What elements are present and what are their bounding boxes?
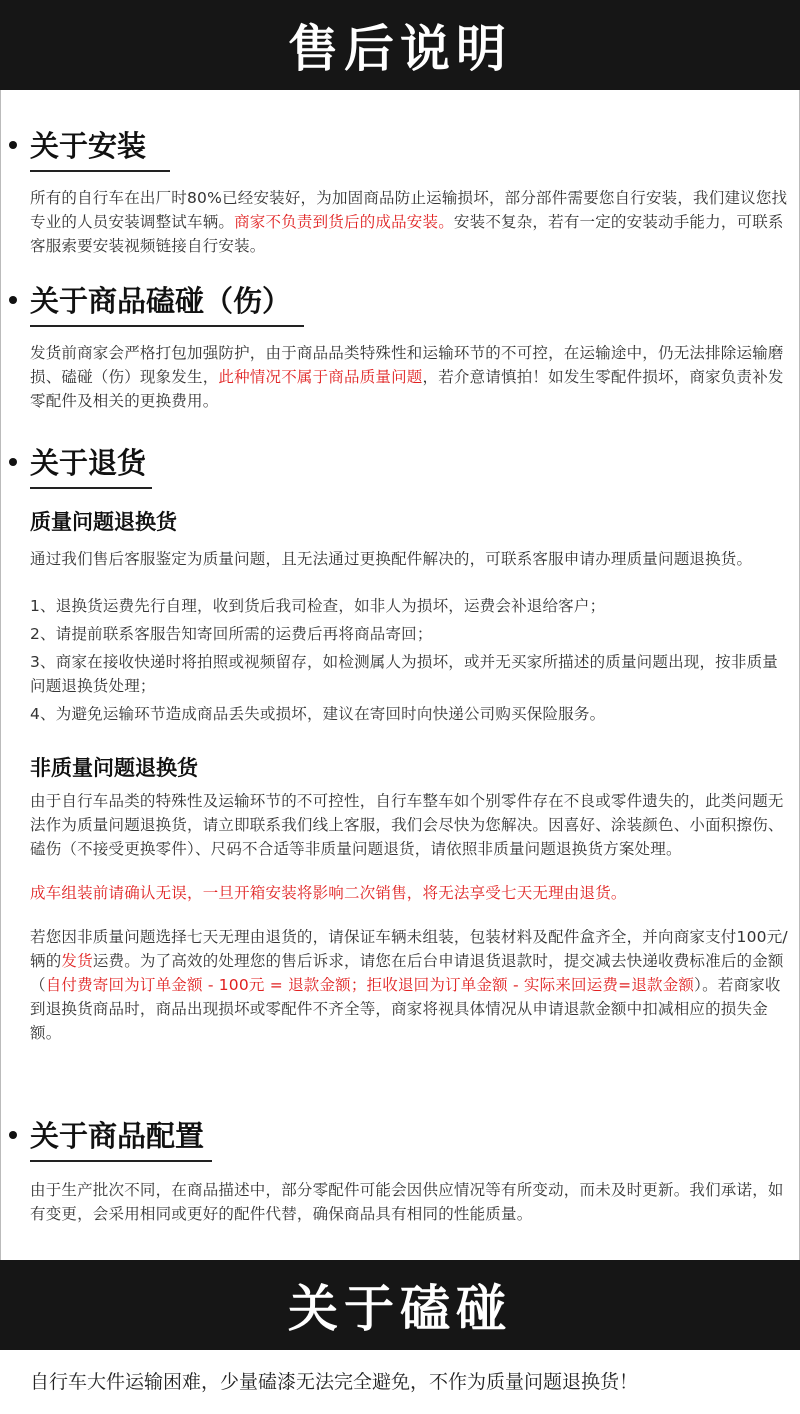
section-title	[30, 441, 790, 485]
returns-title: 关于退货	[30, 446, 147, 480]
bullet-icon	[9, 141, 17, 149]
title-underline	[30, 1160, 212, 1162]
install-text-tail: 安装不复杂，若有一定的安装动手能力，可联系客服索要安装视频链接自行安装。	[30, 213, 784, 255]
return-red-text-1: 发货	[61, 952, 93, 970]
bump-text-tail: ，若介意请慎拍！如发生零配件损坏，商家负责补发零配件及相关的更换费用。	[30, 368, 784, 410]
non-quality-paragraph: 由于自行车品类的特殊性及运输环节的不可控性，自行车整车如个别零件存在不良或零件遗失的，此类问题无法作为质量问题退换货，请立即联系我们线上客服，我们会尽快为您解决。因喜好、涂装颜色、小面积擦伤、磕伤（不接受更换零件）、尺码不合适等非质量问题退货，请依照非质量问题退换货方案处理。	[30, 792, 784, 858]
title-underline	[30, 487, 152, 489]
unboxing-warning: 成车组装前请确认无误，一旦开箱安装将影响二次销售，将无法享受七天无理由退货。	[30, 884, 627, 902]
non-quality-subtitle: 非质量问题退换货	[30, 756, 198, 780]
config-paragraph: 由于生产批次不同，在商品描述中，部分零配件可能会因供应情况等有所变动，而未及时更新。我们承诺，如有变更，会采用相同或更好的配件代替，确保商品具有相同的性能质量。	[30, 1181, 784, 1223]
page-title: 售后说明	[288, 20, 512, 78]
config-title: 关于商品配置	[30, 1119, 205, 1153]
return-text-c: ）。若商家收到退换货商品时，商品出现损坏或零配件不齐全等，商家将视具体情况从申请退款金额中扣减相应的损失金额。	[30, 976, 781, 1042]
footer-banner-title: 关于磕碰	[288, 1280, 512, 1338]
section-config	[30, 1114, 790, 1226]
install-red-text: 商家不负责到货后的成品安装。	[234, 213, 454, 231]
install-paragraph	[30, 186, 790, 258]
header-banner	[0, 0, 800, 90]
title-underline	[30, 325, 304, 327]
bump-title: 关于商品磕碰（伤）	[30, 284, 292, 318]
list-item: 1、退换货运费先行自理，收到货后我司检查，如非人为损坏，运费会补退给客户；	[30, 597, 606, 615]
bump-red-text: 此种情况不属于商品质量问题	[218, 368, 423, 386]
quality-list	[30, 594, 790, 726]
footer-notice: 自行车大件运输困难，少量磕漆无法完全避免，不作为质量问题退换货！	[30, 1371, 639, 1393]
footer-banner	[0, 1260, 800, 1350]
bump-text: 发货前商家会严格打包加强防护，由于商品品类特殊性和运输环节的不可控，在运输途中，仍无法排除运输磨损、磕碰（伤）现象发生，	[30, 344, 784, 386]
seven-day-return-paragraph	[30, 925, 790, 1045]
bump-paragraph	[30, 341, 790, 413]
section-install	[30, 124, 790, 258]
quality-intro: 通过我们售后客服鉴定为质量问题，且无法通过更换配件解决的，可联系客服申请办理质量问题退换货。	[30, 550, 753, 568]
list-item: 4、为避免运输环节造成商品丢失或损坏，建议在寄回时向快递公司购买保险服务。	[30, 705, 606, 723]
install-title: 关于安装	[30, 129, 147, 163]
section-title	[30, 124, 790, 168]
section-bump	[30, 279, 790, 413]
title-underline	[30, 170, 170, 172]
bullet-icon	[9, 1131, 17, 1139]
bullet-icon	[9, 296, 17, 304]
section-returns	[30, 441, 790, 1045]
bullet-icon	[9, 458, 17, 466]
list-item: 3、商家在接收快递时将拍照或视频留存，如检测属人为损坏，或并无买家所描述的质量问题出现，按非质量问题退换货处理；	[30, 653, 778, 695]
return-red-text-2: 自付费寄回为订单金额 - 100元 = 退款金额；拒收退回为订单金额 - 实际来回运费=退款金额	[45, 976, 695, 994]
section-title	[30, 1114, 790, 1158]
list-item: 2、请提前联系客服告知寄回所需的运费后再将商品寄回；	[30, 625, 433, 643]
section-title	[30, 279, 790, 323]
return-text-b: 运费。为了高效的处理您的售后诉求，请您在后台申请退货退款时，提交减去快递收费标准后的金额（	[30, 952, 784, 994]
return-text-a: 若您因非质量问题选择七天无理由退货的，请保证车辆未组装，包装材料及配件盒齐全，并向商家支付100元/辆的	[30, 928, 788, 970]
quality-subtitle: 质量问题退换货	[30, 510, 177, 534]
install-text: 所有的自行车在出厂时80%已经安装好，为加固商品防止运输损坏，部分部件需要您自行安装，我们建议您找专业的人员安装调整试车辆。	[30, 189, 788, 231]
